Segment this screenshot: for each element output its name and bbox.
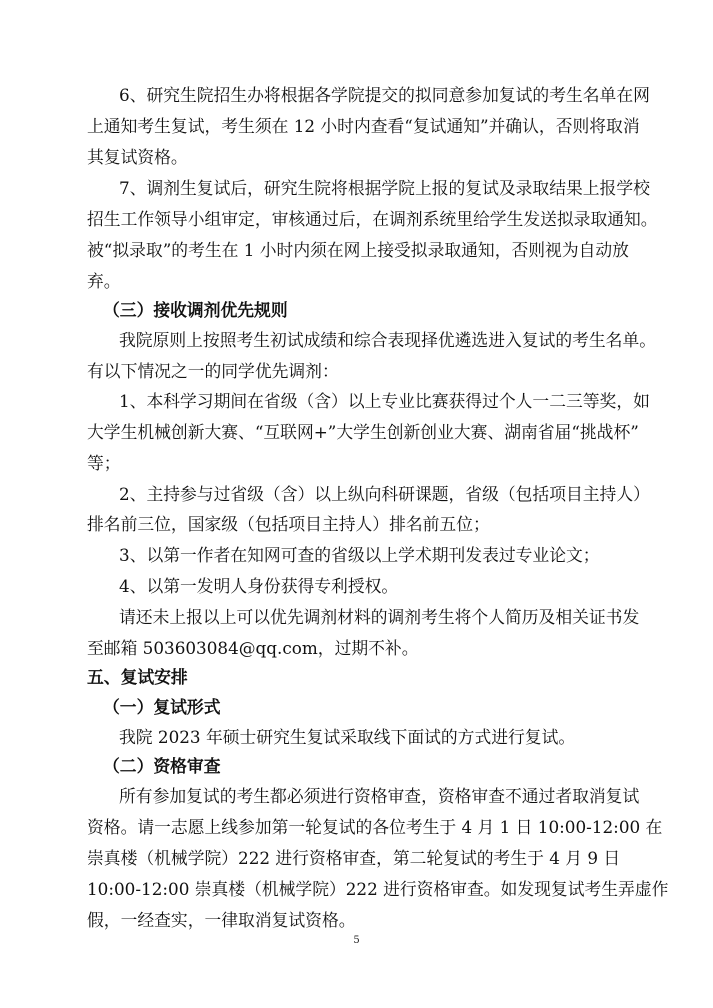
paragraph-line: 假，一经查实，一律取消复试资格。 <box>87 910 356 930</box>
paragraph-line: 大学生机械创新大赛、“互联网+”大学生创新创业大赛、湖南省届“挑战杯” <box>87 422 639 442</box>
paragraph-line: 招生工作领导小组审定，审核通过后，在调剂系统里给学生发送拟录取通知。 <box>87 209 658 229</box>
paragraph-line: 4、以第一发明人身份获得专利授权。 <box>119 576 399 596</box>
paragraph-line: 2、主持参与过省级（含）以上纵向科研课题，省级（包括项目主持人） <box>119 484 650 504</box>
paragraph-line: 至邮箱 503603084@qq.com，过期不补。 <box>87 638 419 658</box>
section-heading: （二）资格审查 <box>103 756 221 776</box>
paragraph-line: 排名前三位，国家级（包括项目主持人）排名前五位； <box>87 514 490 534</box>
section-heading: 五、复试安排 <box>87 667 188 687</box>
paragraph-line: 其复试资格。 <box>87 147 188 167</box>
paragraph-line: 被“拟录取”的考生在 1 小时内须在网上接受拟录取通知，否则视为自动放 <box>87 240 629 260</box>
paragraph-line: 上通知考生复试，考生须在 12 小时内查看“复试通知”并确认，否则将取消 <box>87 116 640 136</box>
paragraph-line: 等； <box>87 453 121 473</box>
paragraph-line: 崇真楼（机械学院）222 进行资格审查，第二轮复试的考生于 4 月 9 日 <box>87 848 621 868</box>
paragraph-line: 3、以第一作者在知网可查的省级以上学术期刊发表过专业论文； <box>119 545 600 565</box>
paragraph-line: 我院 2023 年硕士研究生复试采取线下面试的方式进行复试。 <box>119 727 576 747</box>
paragraph-line: 10:00-12:00 崇真楼（机械学院）222 进行资格审查。如发现复试考生弄虚作 <box>87 879 669 899</box>
paragraph-line: 6、研究生院招生办将根据各学院提交的拟同意参加复试的考生名单在网 <box>119 85 650 105</box>
paragraph-line: 我院原则上按照考生初试成绩和综合表现择优遴选进入复试的考生名单。 <box>119 330 657 350</box>
paragraph-line: 资格。请一志愿上线参加第一轮复试的各位考生于 4 月 1 日 10:00-12:00 在 <box>87 817 663 837</box>
paragraph-line: 弃。 <box>87 271 121 291</box>
page-number: 5 <box>353 935 360 946</box>
paragraph-line: 1、本科学习期间在省级（含）以上专业比赛获得过个人一二三等奖，如 <box>119 391 650 411</box>
paragraph-line: 所有参加复试的考生都必须进行资格审查，资格审查不通过者取消复试 <box>119 786 640 806</box>
paragraph-line: 有以下情况之一的同学优先调剂： <box>87 361 339 381</box>
paragraph-line: 7、调剂生复试后，研究生院将根据学院上报的复试及录取结果上报学校 <box>119 178 650 198</box>
section-heading: （一）复试形式 <box>103 697 221 717</box>
section-heading: （三）接收调剂优先规则 <box>103 300 288 320</box>
paragraph-line: 请还未上报以上可以优先调剂材料的调剂考生将个人简历及相关证书发 <box>119 607 640 627</box>
